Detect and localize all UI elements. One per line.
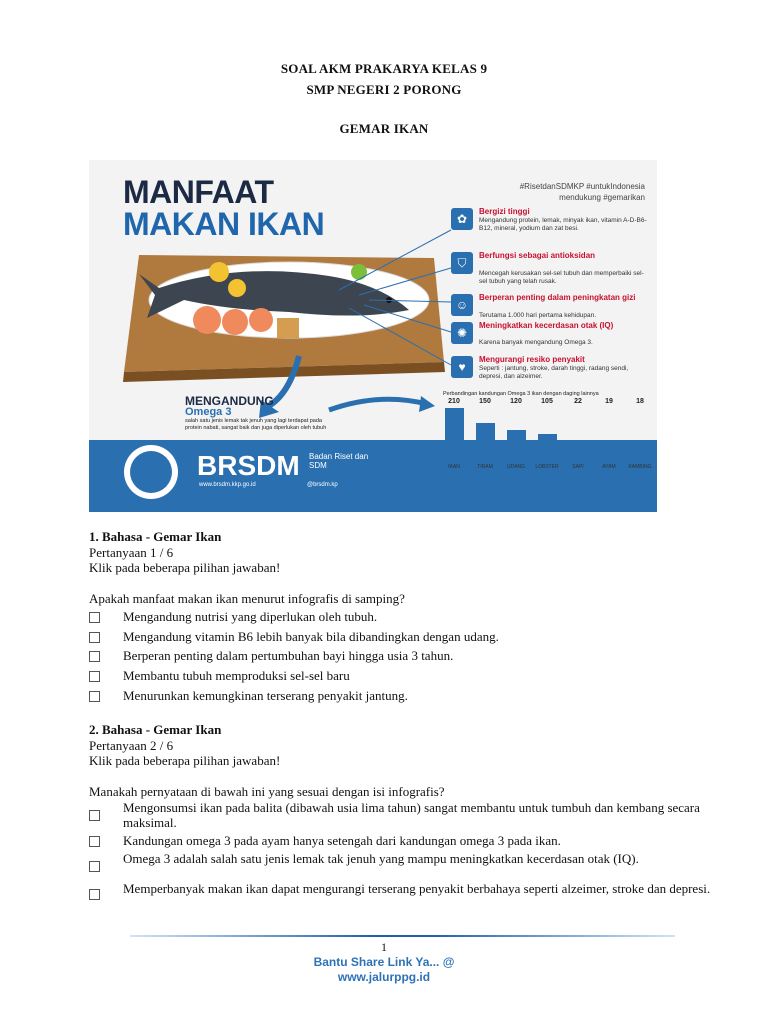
- chart-value-label: 19: [605, 398, 613, 405]
- benefit-title: Mengurangi resiko penyakit: [479, 355, 585, 364]
- benefit-desc: Karena banyak mengandung Omega 3.: [479, 339, 593, 346]
- chart-value-label: 120: [510, 398, 522, 405]
- nutrition-icon: ✿: [451, 208, 473, 230]
- chart-bar: [631, 456, 634, 460]
- chart-bar: [476, 423, 495, 460]
- question-2-instruction: Klik pada beberapa pilihan jawaban!: [89, 753, 281, 768]
- option-label: Berperan penting dalam pertumbuhan bayi hingga usia 3 tahun.: [123, 648, 454, 663]
- checkbox[interactable]: [89, 861, 100, 872]
- option-label: Mengonsumsi ikan pada balita (dibawah usia lima tahun) sangat membantu untuk tumbuh dan kembang secara maksimal.: [123, 800, 700, 830]
- school-name: SMP NEGERI 2 PORONG: [306, 82, 462, 97]
- chart-category-label: IKAN: [448, 464, 460, 470]
- chart-value-label: 105: [541, 398, 553, 405]
- option-label: Membantu tubuh memproduksi sel-sel baru: [123, 668, 350, 683]
- site-link[interactable]: www.jalurppg.id: [337, 970, 431, 984]
- website: www.brsdm.kkp.go.id: [199, 482, 256, 488]
- benefit-desc: Mencegah kerusakan sel-sel tubuh dan memperbaiki sel-sel tubuh yang telah rusak.: [479, 270, 644, 285]
- logo-text: BRSDM: [197, 450, 300, 481]
- benefit-title: Berfungsi sebagai antioksidan: [479, 251, 596, 260]
- checkbox[interactable]: [89, 651, 100, 662]
- chart-category-label: UDANG: [506, 464, 526, 470]
- benefit-desc: Seperti : jantung, stroke, darah tinggi, radang sendi, depresi, dan alzeimer.: [479, 365, 629, 380]
- option-label: Kandungan omega 3 pada ayam hanya setengah dari kandungan omega 3 pada ikan.: [123, 833, 561, 848]
- social-handle: @brsdm.kp: [307, 482, 338, 488]
- benefit-title: Meningkatkan kecerdasan otak (IQ): [479, 321, 614, 330]
- logo-subtext: Badan Riset dan SDM: [309, 452, 369, 470]
- infographic-title-1: MANFAAT: [123, 174, 274, 210]
- shield-icon: ⛉: [451, 252, 473, 274]
- checkbox[interactable]: [89, 691, 100, 702]
- baby-icon: ☺: [451, 294, 473, 316]
- chart-category-label: TIRAM: [477, 464, 493, 470]
- hashtags-2: mendukung #gemarikan: [559, 193, 645, 202]
- question-2-text: Manakah pernyataan di bawah ini yang sesuai dengan isi infografis?: [89, 784, 445, 799]
- checkbox[interactable]: [89, 612, 100, 623]
- hashtags: #RisetdanSDMKP #untukIndonesia: [519, 182, 645, 191]
- chart-bar: [538, 434, 557, 460]
- chart-bar: [445, 408, 464, 460]
- benefit-desc: Mengandung protein, lemak, minyak ikan, vitamin A-D-B6-B12, mineral, yodium dan zat besi.: [479, 217, 647, 232]
- question-1-number: Pertanyaan 1 / 6: [89, 545, 174, 560]
- option-label: Memperbanyak makan ikan dapat mengurangi terserang penyakit berbahaya seperti alzeimer, stroke dan depresi.: [123, 881, 711, 896]
- chart-value-label: 150: [479, 398, 491, 405]
- chart-value-label: 210: [448, 398, 460, 405]
- footer-divider: [130, 935, 675, 937]
- checkbox[interactable]: [89, 632, 100, 643]
- omega-heading: MENGANDUNG: [185, 394, 274, 408]
- benefit-title: Berperan penting dalam peningkatan gizi: [479, 293, 636, 302]
- chart-value-label: 22: [574, 398, 582, 405]
- brain-icon: ✺: [451, 322, 473, 344]
- chart-value-label: 18: [636, 398, 644, 405]
- checkbox[interactable]: [89, 810, 100, 821]
- question-1-title: 1. Bahasa - Gemar Ikan: [89, 529, 222, 544]
- topic-title: GEMAR IKAN: [339, 121, 429, 136]
- option-label: Mengandung vitamin B6 lebih banyak bila dibandingkan dengan udang.: [123, 629, 499, 644]
- question-2-number: Pertanyaan 2 / 6: [89, 738, 174, 753]
- question-2-title: 2. Bahasa - Gemar Ikan: [89, 722, 222, 737]
- body-icon: ♥: [451, 356, 473, 378]
- omega-subheading: Omega 3: [185, 406, 232, 418]
- share-text: Bantu Share Link Ya... @: [313, 955, 455, 969]
- option-label: Menurunkan kemungkinan terserang penyakit jantung.: [123, 688, 408, 703]
- chart-category-label: AYAM: [602, 464, 616, 470]
- benefit-title: Bergizi tinggi: [479, 207, 530, 216]
- chart-category-label: KAMBING: [628, 464, 652, 470]
- chart-bar: [569, 455, 572, 460]
- option-label: Omega 3 adalah salah satu jenis lemak tak jenuh yang mampu meningkatkan kecerdasan otak (IQ).: [123, 851, 639, 866]
- checkbox[interactable]: [89, 671, 100, 682]
- checkbox[interactable]: [89, 836, 100, 847]
- infographic: [89, 160, 657, 512]
- question-1-instruction: Klik pada beberapa pilihan jawaban!: [89, 560, 281, 575]
- chart-category-label: SAPI: [572, 464, 584, 470]
- omega-desc: salah satu jenis lemak tak jenuh yang lagi terdapat pada protein nabati, sangat baik dan juga diperlukan oleh tubuh: [185, 418, 327, 431]
- chart-bar: [600, 455, 603, 460]
- benefit-desc: Terutama 1.000 hari pertama kehidupan.: [479, 312, 597, 319]
- chart-title: Perbandingan kandungan Omega 3 ikan dengan daging lainnya: [443, 391, 599, 397]
- page-number: 1: [381, 940, 387, 954]
- chart-category-label: LOBSTER: [535, 464, 559, 470]
- question-1-text: Apakah manfaat makan ikan menurut infografis di samping?: [89, 591, 405, 606]
- option-label: Mengandung nutrisi yang diperlukan oleh tubuh.: [123, 609, 378, 624]
- doc-title: SOAL AKM PRAKARYA KELAS 9: [280, 61, 488, 76]
- infographic-title-2: MAKAN IKAN: [123, 206, 325, 242]
- chart-bar: [507, 430, 526, 460]
- checkbox[interactable]: [89, 889, 100, 900]
